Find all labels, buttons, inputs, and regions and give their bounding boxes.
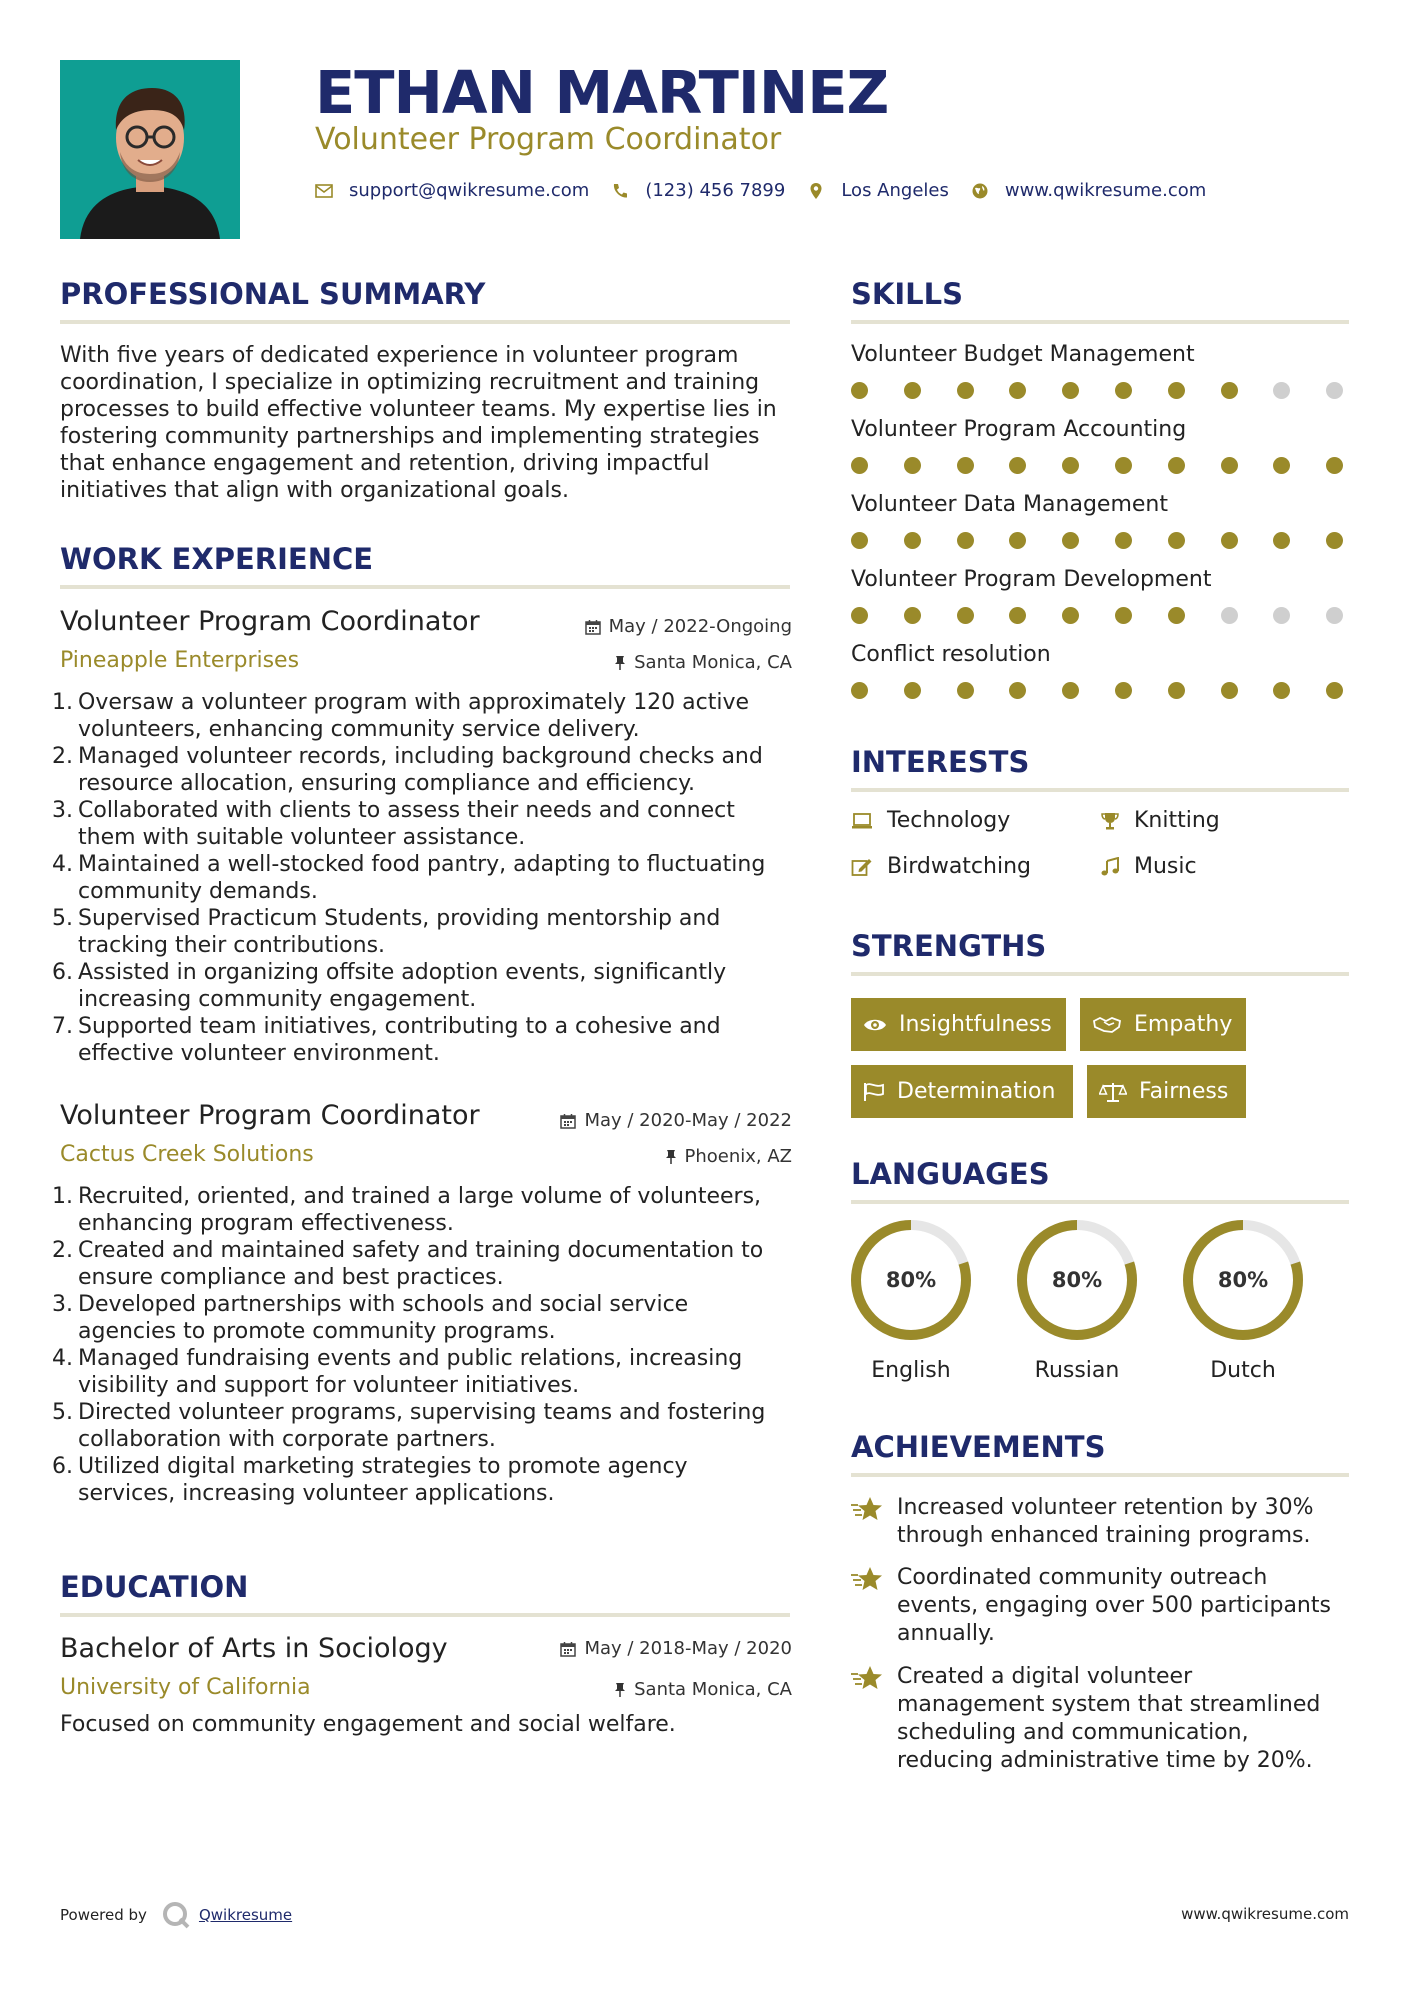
interest-item — [851, 854, 1031, 879]
achievement-line: reducing administrative time by 20%. — [897, 1748, 1313, 1773]
job-date — [560, 1110, 792, 1131]
skill-dot-filled — [1115, 607, 1132, 624]
skill-dot-filled — [851, 607, 868, 624]
summary-text — [60, 342, 800, 504]
list-item: 6. Assisted in organizing offsite adoption events, significantly increasing community engagement. — [52, 959, 797, 1013]
candidate-title: Volunteer Program Coordinator — [315, 122, 782, 157]
interest-label: Music — [1134, 854, 1197, 879]
duty-line: volunteers, enhancing community service delivery. — [78, 717, 640, 742]
qwikresume-logo-icon — [161, 1900, 191, 1930]
calendar-icon — [585, 619, 601, 635]
duty-line: ensure compliance and best practices. — [78, 1265, 504, 1290]
skill-dot-filled — [1115, 382, 1132, 399]
summary-line: processes to build effective volunteer teams. My expertise lies in — [60, 397, 777, 422]
duty-line: Supported team initiatives, contributing to a cohesive and — [78, 1014, 721, 1039]
strength-chip — [851, 998, 1066, 1051]
laptop-icon — [851, 812, 873, 830]
skill-rating — [851, 457, 1351, 477]
envelope-icon — [315, 182, 333, 200]
list-item: 2. Created and maintained safety and training documentation to ensure compliance and best practices. — [52, 1237, 797, 1291]
strength-chip — [1080, 998, 1246, 1051]
skill-name: Volunteer Budget Management — [851, 342, 1195, 367]
skill-dot-filled — [1168, 382, 1185, 399]
languages-heading: LANGUAGES — [851, 1157, 1050, 1191]
duty-line: services, increasing volunteer applications. — [78, 1481, 555, 1506]
job-title: Volunteer Program Coordinator — [60, 1100, 480, 1131]
achievement-item — [851, 1564, 1351, 1648]
skill-dot-filled — [904, 682, 921, 699]
skill-dot-filled — [1062, 607, 1079, 624]
list-item: 5. Directed volunteer programs, supervising teams and fostering collaboration with corporate partners. — [52, 1399, 797, 1453]
education-date-text: May / 2018-May / 2020 — [584, 1638, 792, 1659]
skill-dot-empty — [1221, 607, 1238, 624]
achievement-line: Coordinated community outreach — [897, 1565, 1268, 1590]
job-date — [585, 616, 792, 637]
skill-dot-filled — [1115, 532, 1132, 549]
language-name: English — [871, 1358, 951, 1383]
skill-dot-filled — [1168, 682, 1185, 699]
duty-line: effective volunteer environment. — [78, 1041, 440, 1066]
duty-line: Directed volunteer programs, supervising teams and fostering — [78, 1400, 766, 1425]
flag-icon — [863, 1082, 885, 1102]
language-item — [1181, 1218, 1305, 1383]
strengths-heading: STRENGTHS — [851, 929, 1047, 963]
list-item: 2. Managed volunteer records, including background checks and resource allocation, ensuring compliance and efficiency. — [52, 743, 797, 797]
edit-icon — [851, 857, 873, 877]
duty-line: Developed partnerships with schools and social service — [78, 1292, 689, 1317]
interest-label: Birdwatching — [887, 854, 1031, 879]
education-location — [614, 1679, 792, 1700]
summary-line: With five years of dedicated experience in volunteer program — [60, 343, 739, 368]
trophy-icon — [1100, 811, 1120, 831]
summary-divider — [60, 320, 790, 324]
interest-label: Knitting — [1134, 808, 1220, 833]
skill-dot-filled — [1009, 682, 1026, 699]
skill-dot-filled — [1009, 382, 1026, 399]
person-avatar-icon — [60, 60, 240, 239]
education-location-text: Santa Monica, CA — [634, 1679, 792, 1700]
achievement-text — [897, 1564, 1331, 1648]
strength-chip — [851, 1065, 1073, 1118]
strength-label: Empathy — [1134, 1012, 1233, 1037]
achievement-item — [851, 1663, 1351, 1775]
powered-by-label: Powered by — [60, 1906, 147, 1924]
job-date-text: May / 2022-Ongoing — [608, 616, 792, 637]
education-note: Focused on community engagement and social welfare. — [60, 1712, 676, 1737]
contact-website[interactable]: www.qwikresume.com — [1004, 180, 1207, 201]
star-award-icon — [851, 1665, 883, 1691]
map-marker-icon — [807, 182, 825, 200]
skill-dot-filled — [1115, 457, 1132, 474]
list-item: 6. Utilized digital marketing strategies to promote agency services, increasing volunteer applications. — [52, 1453, 797, 1507]
strengths-divider — [851, 972, 1349, 976]
achievement-line: scheduling and communication, — [897, 1720, 1249, 1745]
duty-line: Utilized digital marketing strategies to promote agency — [78, 1454, 688, 1479]
interest-item — [851, 808, 1010, 833]
language-item — [849, 1218, 973, 1383]
strength-label: Determination — [897, 1079, 1056, 1104]
duty-line: visibility and support for volunteer initiatives. — [78, 1373, 580, 1398]
achievement-line: Increased volunteer retention by 30% — [897, 1495, 1314, 1520]
interest-item — [1100, 854, 1197, 879]
language-percent: 80% — [1051, 1268, 1103, 1292]
duty-line: Assisted in organizing offsite adoption events, significantly — [78, 960, 727, 985]
job-company: Pineapple Enterprises — [60, 648, 300, 673]
job-title: Volunteer Program Coordinator — [60, 606, 480, 637]
skill-dot-filled — [1273, 532, 1290, 549]
skill-name: Volunteer Program Development — [851, 567, 1212, 592]
duty-line: collaboration with corporate partners. — [78, 1427, 496, 1452]
education-divider — [60, 1613, 790, 1617]
duty-line: Oversaw a volunteer program with approximately 120 active — [78, 690, 750, 715]
pushpin-icon — [614, 655, 626, 671]
skill-dot-empty — [1273, 382, 1290, 399]
calendar-icon — [560, 1641, 576, 1657]
language-percent: 80% — [885, 1268, 937, 1292]
list-item: 4. Managed fundraising events and public relations, increasing visibility and support for volunteer initiatives. — [52, 1345, 797, 1399]
work-heading: WORK EXPERIENCE — [60, 542, 374, 576]
duty-line: enhancing program effectiveness. — [78, 1211, 454, 1236]
summary-heading: PROFESSIONAL SUMMARY — [60, 277, 486, 311]
skill-dot-filled — [1273, 457, 1290, 474]
language-item — [1015, 1218, 1139, 1383]
achievement-text — [897, 1494, 1314, 1550]
duty-line: increasing community engagement. — [78, 987, 477, 1012]
language-name: Russian — [1034, 1358, 1120, 1383]
duty-line: them with suitable volunteer assistance. — [78, 825, 526, 850]
duty-line: Collaborated with clients to assess their needs and connect — [78, 798, 735, 823]
summary-line: initiatives that align with organizational goals. — [60, 478, 569, 503]
contact-email[interactable]: support@qwikresume.com — [349, 180, 590, 201]
list-item: 7. Supported team initiatives, contributing to a cohesive and effective volunteer environment. — [52, 1013, 797, 1067]
skill-dot-filled — [851, 682, 868, 699]
list-item: 1. Recruited, oriented, and trained a large volume of volunteers, enhancing program effectiveness. — [52, 1183, 797, 1237]
eye-icon — [863, 1017, 887, 1033]
education-heading: EDUCATION — [60, 1570, 249, 1604]
duty-line: Created and maintained safety and training documentation to — [78, 1238, 764, 1263]
list-item: 1. Oversaw a volunteer program with approximately 120 active volunteers, enhancing community service delivery. — [52, 689, 797, 743]
skill-dot-filled — [957, 382, 974, 399]
contact-bar — [315, 180, 1228, 201]
duty-line: agencies to promote community programs. — [78, 1319, 556, 1344]
job-location-text: Santa Monica, CA — [634, 652, 792, 673]
achievement-item — [851, 1494, 1351, 1550]
skill-dot-filled — [1062, 532, 1079, 549]
music-icon — [1100, 857, 1120, 877]
job-location — [665, 1146, 793, 1167]
skill-dot-empty — [1273, 607, 1290, 624]
skill-name: Volunteer Data Management — [851, 492, 1168, 517]
achievement-line: Created a digital volunteer — [897, 1664, 1193, 1689]
skill-dot-filled — [1221, 382, 1238, 399]
work-divider — [60, 585, 790, 589]
skill-dot-filled — [1221, 532, 1238, 549]
skills-heading: SKILLS — [851, 277, 963, 311]
list-item: 5. Supervised Practicum Students, providing mentorship and tracking their contributions. — [52, 905, 797, 959]
achievements-heading: ACHIEVEMENTS — [851, 1430, 1106, 1464]
skill-dot-filled — [1326, 457, 1343, 474]
skill-dot-filled — [851, 532, 868, 549]
job-duties-list — [52, 1183, 797, 1507]
skill-dot-filled — [1062, 382, 1079, 399]
job-location — [614, 652, 792, 673]
strength-label: Insightfulness — [899, 1012, 1052, 1037]
skill-dot-filled — [1221, 457, 1238, 474]
skill-dot-filled — [957, 532, 974, 549]
skill-dot-filled — [851, 382, 868, 399]
degree-title: Bachelor of Arts in Sociology — [60, 1633, 448, 1664]
star-award-icon — [851, 1566, 883, 1592]
interest-item — [1100, 808, 1220, 833]
duty-line: Supervised Practicum Students, providing mentorship and — [78, 906, 721, 931]
job-date-text: May / 2020-May / 2022 — [584, 1110, 792, 1131]
star-award-icon — [851, 1496, 883, 1522]
skills-divider — [851, 320, 1349, 324]
profile-photo — [60, 60, 240, 239]
skill-dot-filled — [957, 607, 974, 624]
candidate-name: ETHAN MARTINEZ — [315, 58, 889, 127]
skill-dot-filled — [1009, 457, 1026, 474]
calendar-icon — [560, 1113, 576, 1129]
skill-dot-filled — [904, 532, 921, 549]
achievement-line: through enhanced training programs. — [897, 1523, 1311, 1548]
achievement-text — [897, 1663, 1320, 1775]
job-location-text: Phoenix, AZ — [684, 1146, 792, 1167]
skill-dot-filled — [957, 457, 974, 474]
skill-dot-empty — [1326, 607, 1343, 624]
languages-divider — [851, 1200, 1349, 1204]
phone-icon — [611, 182, 629, 200]
job-company: Cactus Creek Solutions — [60, 1142, 314, 1167]
strength-chip — [1087, 1065, 1246, 1118]
summary-line: coordination, I specialize in optimizing recruitment and training — [60, 370, 760, 395]
achievements-divider — [851, 1473, 1349, 1477]
interests-divider — [851, 788, 1349, 792]
achievement-line: management system that streamlined — [897, 1692, 1321, 1717]
list-item: 3. Collaborated with clients to assess their needs and connect them with suitable volunteer assistance. — [52, 797, 797, 851]
skill-rating — [851, 607, 1351, 627]
skill-dot-filled — [904, 457, 921, 474]
duty-line: Managed fundraising events and public relations, increasing — [78, 1346, 743, 1371]
skill-rating — [851, 682, 1351, 702]
skill-dot-filled — [1009, 607, 1026, 624]
school-name: University of California — [60, 1675, 311, 1700]
pushpin-icon — [614, 1682, 626, 1698]
balance-scale-icon — [1099, 1081, 1127, 1103]
skill-dot-filled — [1168, 607, 1185, 624]
language-percent: 80% — [1217, 1268, 1269, 1292]
duty-line: Recruited, oriented, and trained a large volume of volunteers, — [78, 1184, 762, 1209]
footer-brand-link[interactable]: Qwikresume — [198, 1906, 293, 1924]
skill-dot-filled — [904, 607, 921, 624]
duty-line: Maintained a well-stocked food pantry, adapting to fluctuating — [78, 852, 766, 877]
skill-name: Volunteer Program Accounting — [851, 417, 1187, 442]
skill-dot-filled — [1062, 682, 1079, 699]
skill-dot-filled — [1168, 532, 1185, 549]
list-item: 3. Developed partnerships with schools and social service agencies to promote community programs. — [52, 1291, 797, 1345]
interests-heading: INTERESTS — [851, 745, 1030, 779]
duty-line: resource allocation, ensuring compliance and efficiency. — [78, 771, 696, 796]
skill-dot-filled — [1062, 457, 1079, 474]
skill-dot-filled — [957, 682, 974, 699]
strength-label: Fairness — [1139, 1079, 1229, 1104]
footer-powered-by — [60, 1900, 292, 1930]
skill-rating — [851, 382, 1351, 402]
pushpin-icon — [665, 1149, 677, 1165]
skill-dot-filled — [851, 457, 868, 474]
skill-dot-filled — [1326, 682, 1343, 699]
achievement-line: annually. — [897, 1621, 995, 1646]
skill-dot-filled — [1273, 682, 1290, 699]
globe-icon — [971, 182, 989, 200]
contact-phone[interactable]: (123) 456 7899 — [645, 180, 786, 201]
footer-website[interactable]: www.qwikresume.com — [1181, 1905, 1349, 1923]
skill-dot-filled — [1326, 532, 1343, 549]
interest-label: Technology — [887, 808, 1011, 833]
list-item: 4. Maintained a well-stocked food pantry, adapting to fluctuating community demands. — [52, 851, 797, 905]
skill-dot-empty — [1326, 382, 1343, 399]
skill-dot-filled — [1009, 532, 1026, 549]
skill-rating — [851, 532, 1351, 552]
education-date — [560, 1638, 792, 1659]
achievement-line: events, engaging over 500 participants — [897, 1593, 1331, 1618]
summary-line: that enhance engagement and retention, driving impactful — [60, 451, 710, 476]
duty-line: community demands. — [78, 879, 318, 904]
skill-name: Conflict resolution — [851, 642, 1051, 667]
job-duties-list — [52, 689, 797, 1067]
skill-dot-filled — [1221, 682, 1238, 699]
duty-line: tracking their contributions. — [78, 933, 386, 958]
skill-dot-filled — [1168, 457, 1185, 474]
duty-line: Managed volunteer records, including background checks and — [78, 744, 763, 769]
summary-line: fostering community partnerships and implementing strategies — [60, 424, 760, 449]
handshake-icon — [1092, 1016, 1122, 1034]
skill-dot-filled — [1115, 682, 1132, 699]
contact-location: Los Angeles — [841, 180, 949, 201]
skill-dot-filled — [904, 382, 921, 399]
language-name: Dutch — [1210, 1358, 1276, 1383]
